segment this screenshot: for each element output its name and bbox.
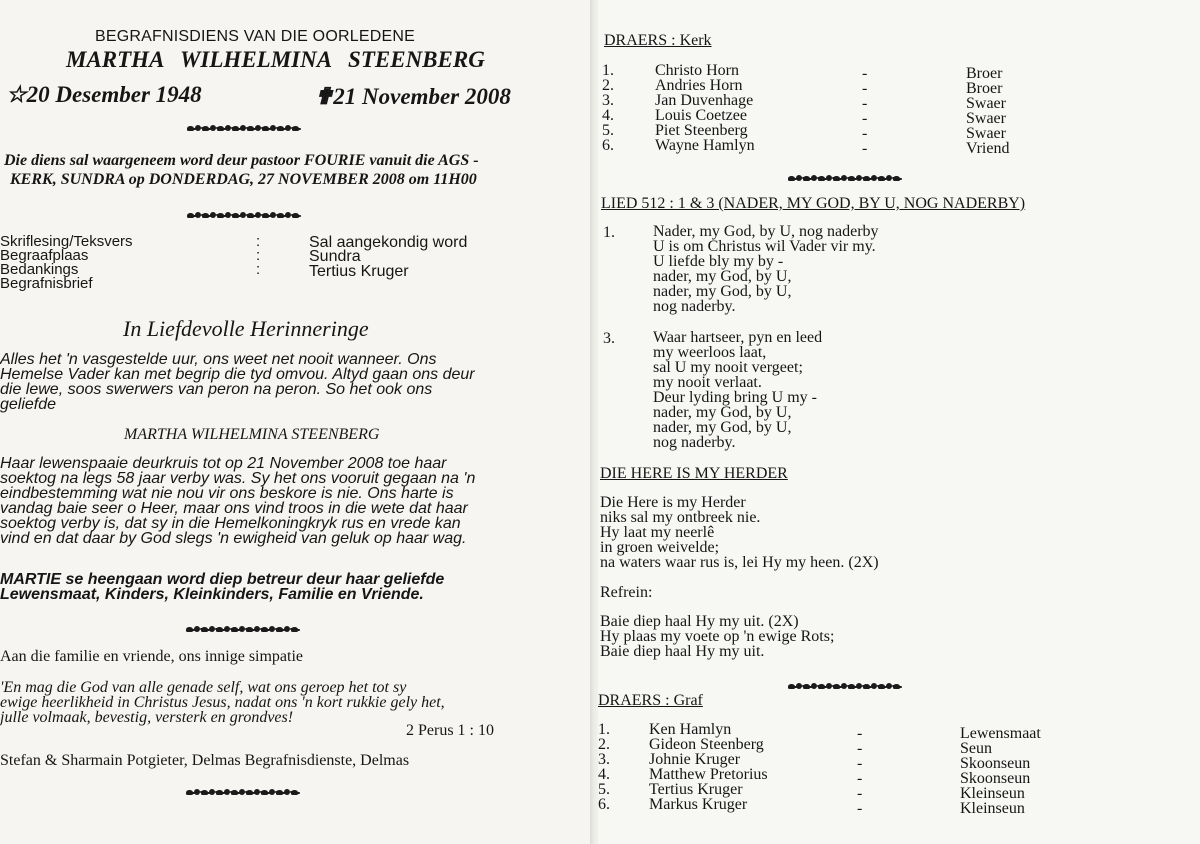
ornament-divider: [186, 623, 298, 635]
bearer-name: Gideon Steenberg: [649, 736, 764, 753]
bearer-relation: Swaer: [966, 125, 1006, 142]
scripture-quote: [0, 680, 445, 725]
church-bearers-names: [655, 63, 755, 153]
bearer-relation: Broer: [966, 80, 1003, 97]
church-bearers-dashes: [862, 66, 867, 156]
service-line: KERK, SUNDRA op DONDERDAG, 27 NOVEMBER 2008 om 11H00: [10, 171, 477, 188]
list-dash: -: [857, 770, 863, 787]
grave-bearers-relations: [960, 726, 1041, 816]
bearer-name: Louis Coetzee: [655, 107, 747, 124]
list-dash: -: [862, 65, 868, 82]
grave-bearers-numbers: [598, 722, 610, 812]
mourning-line: MARTIE se heengaan word diep betreur deur haar geliefde: [0, 571, 445, 588]
program-separators: [256, 235, 260, 277]
birth-date-line: [6, 82, 202, 108]
refrain-line: Hy plaas my voete op 'n ewige Rots;: [600, 628, 835, 645]
hymn-line: Waar hartseer, pyn en leed: [653, 329, 823, 346]
bearer-relation: Vriend: [966, 140, 1010, 157]
hymn-line: my weerloos laat,: [653, 344, 767, 361]
bearer-relation: Kleinseun: [960, 800, 1025, 817]
psalm-text: [600, 495, 879, 570]
bearer-name: Matthew Pretorius: [649, 766, 768, 783]
memorial-name: MARTHA WILHELMINA STEENBERG: [124, 426, 380, 443]
list-dash: -: [857, 800, 863, 817]
journey-line: vind en dat daar by God slegs 'n ewigheid van geluk op haar wag.: [0, 530, 467, 547]
hymn-line: nader, my God, by U,: [653, 283, 792, 300]
ornament-divider: [788, 172, 900, 184]
psalm-line: na waters waar rus is, lei Hy my heen. (2X): [600, 554, 879, 571]
journey-line: vandag baie seer o Heer, maar ons vind troos in die wete dat haar: [0, 500, 468, 517]
list-number: 5.: [598, 781, 610, 798]
right-page: [598, 0, 1200, 844]
program-values: [309, 234, 468, 280]
list-dash: -: [862, 140, 868, 157]
bearer-relation: Lewensmaat: [960, 725, 1041, 742]
list-dash: -: [862, 125, 868, 142]
journey-line: soektog na legs 58 jaar verby was. Sy het ons vooruit gegaan na 'n: [0, 470, 476, 487]
service-heading: BEGRAFNISDIENS VAN DIE OORLEDENE: [95, 28, 415, 45]
program-labels: [0, 235, 133, 291]
cross-icon: ✟: [314, 84, 334, 109]
refrain-text: [600, 614, 834, 659]
bearer-relation: Swaer: [966, 95, 1006, 112]
program-label: Begrafnisbrief: [0, 275, 93, 292]
program-separator: :: [256, 233, 261, 250]
list-number: 4.: [602, 107, 614, 124]
list-number: 6.: [602, 137, 614, 154]
program-value: Sal aangekondig word: [309, 234, 468, 251]
journey-text: [0, 456, 475, 546]
journey-line: eindbestemming wat nie nou vir ons beskore is nie. Ons harte is: [0, 485, 454, 502]
funeral-director: Stefan & Sharmain Potgieter, Delmas Begrafnisdienste, Delmas: [0, 752, 410, 769]
refrain-label: Refrein:: [600, 584, 653, 601]
verse-3-number: 3.: [603, 330, 615, 347]
program-separator: :: [256, 261, 261, 278]
bearer-relation: Kleinseun: [960, 785, 1025, 802]
psalm-title: DIE HERE IS MY HERDER: [600, 465, 788, 482]
list-number: 3.: [602, 92, 614, 109]
bearer-name: Markus Kruger: [649, 796, 748, 813]
bearer-relation: Skoonseun: [960, 755, 1031, 772]
bearer-name: Wayne Hamlyn: [655, 137, 755, 154]
refrain-line: Baie diep haal Hy my uit. (2X): [600, 613, 799, 630]
psalm-line: in groen weivelde;: [600, 539, 720, 556]
hymn-line: nog naderby.: [653, 434, 736, 451]
list-dash: -: [857, 755, 863, 772]
list-dash: -: [862, 80, 868, 97]
hymn-line: my nooit verlaat.: [653, 374, 762, 391]
bearer-name: Ken Hamlyn: [649, 721, 732, 738]
hymn-verse-1: [653, 224, 879, 314]
program-value: Sundra: [309, 248, 361, 265]
sympathy-text: Aan die familie en vriende, ons innige simpatie: [0, 648, 304, 665]
hymn-verse-3: [653, 330, 822, 450]
program-label: Skriflesing/Teksvers: [0, 233, 133, 250]
journey-line: soektog verby is, dat sy in die Hemelkoningkryk rus en vrede kan: [0, 515, 461, 532]
birth-date: 20 Desember 1948: [26, 82, 202, 107]
bearer-relation: Seun: [960, 740, 992, 757]
scripture-line: ewige heerlikheid in Christus Jesus, nadat ons 'n kort rukkie gely het,: [0, 694, 445, 711]
bearer-relation: Skoonseun: [960, 770, 1031, 787]
grave-bearers-dashes: [857, 726, 862, 816]
scripture-line: julle volmaak, bevestig, versterk en grondves!: [0, 709, 294, 726]
bearer-name: Andries Horn: [655, 77, 743, 94]
deceased-name: MARTHA WILHELMINA STEENBERG: [66, 47, 485, 72]
service-details: [4, 151, 479, 189]
hymn-line: nader, my God, by U,: [653, 404, 792, 421]
mourning-text: [0, 572, 444, 602]
verse-1-number: 1.: [603, 224, 615, 241]
list-number: 2.: [598, 736, 610, 753]
church-bearers-title: DRAERS : Kerk: [604, 32, 712, 49]
hymn-line: nader, my God, by U,: [653, 268, 792, 285]
list-number: 1.: [602, 62, 614, 79]
left-page: [0, 0, 590, 844]
list-number: 1.: [598, 721, 610, 738]
list-dash: -: [857, 725, 863, 742]
hymn-line: nader, my God, by U,: [653, 419, 792, 436]
death-date-line: [314, 84, 511, 110]
memorial-line: Alles het 'n vasgestelde uur, ons weet net nooit wanneer. Ons: [0, 351, 437, 368]
hymn-line: U is om Christus wil Vader vir my.: [653, 238, 876, 255]
psalm-line: Hy laat my neerlê: [600, 524, 715, 541]
hymn-line: nog naderby.: [653, 298, 736, 315]
list-number: 5.: [602, 122, 614, 139]
list-dash: -: [862, 110, 868, 127]
psalm-line: Die Here is my Herder: [600, 494, 746, 511]
journey-line: Haar lewenspaaie deurkruis tot op 21 November 2008 toe haar: [0, 455, 447, 472]
memorial-line: Hemelse Vader kan met begrip die tyd omvou. Altyd gaan ons deur: [0, 366, 475, 383]
ornament-divider: [187, 209, 299, 221]
scripture-reference: 2 Perus 1 : 10: [406, 722, 494, 739]
psalm-line: niks sal my ontbreek nie.: [600, 509, 761, 526]
program-label: Begraafplaas: [0, 247, 89, 264]
bearer-relation: Swaer: [966, 110, 1006, 127]
scripture-line: 'En mag die God van alle genade self, wat ons geroep het tot sy: [0, 679, 407, 696]
program-value: Tertius Kruger: [309, 263, 409, 280]
hymn-title: LIED 512 : 1 & 3 (NADER, MY GOD, BY U, NOG NADERBY): [601, 195, 1026, 212]
bearer-name: Jan Duvenhage: [655, 92, 754, 109]
hymn-line: sal U my nooit vergeet;: [653, 359, 803, 376]
hymn-line: Deur lyding bring U my -: [653, 389, 817, 406]
list-number: 4.: [598, 766, 610, 783]
list-number: 2.: [602, 77, 614, 94]
bearer-name: Piet Steenberg: [655, 122, 748, 139]
grave-bearers-title: DRAERS : Graf: [598, 692, 703, 709]
bearer-name: Christo Horn: [655, 62, 739, 79]
list-dash: -: [857, 740, 863, 757]
service-line: Die diens sal waargeneem word deur pastoor FOURIE vanuit die AGS -: [4, 152, 479, 169]
list-number: 6.: [598, 796, 610, 813]
bearer-relation: Broer: [966, 65, 1003, 82]
memorial-line: geliefde: [0, 396, 57, 413]
church-bearers-numbers: [602, 63, 614, 153]
memorial-line: die lewe, soos swerwers van peron na peron. So het ook ons: [0, 381, 433, 398]
memorial-title: In Liefdevolle Herinneringe: [123, 316, 369, 341]
grave-bearers-names: [649, 722, 768, 812]
ornament-divider: [187, 122, 299, 134]
mourning-line: Lewensmaat, Kinders, Kleinkinders, Familie en Vriende.: [0, 586, 424, 603]
hymn-line: U liefde bly my by -: [653, 253, 784, 270]
ornament-divider: [186, 786, 298, 798]
list-dash: -: [857, 785, 863, 802]
ornament-divider: [788, 680, 900, 692]
list-number: 3.: [598, 751, 610, 768]
program-separator: :: [256, 247, 261, 264]
hymn-line: Nader, my God, by U, nog naderby: [653, 223, 879, 240]
church-bearers-relations: [966, 66, 1009, 156]
program-label: Bedankings: [0, 261, 79, 278]
refrain-line: Baie diep haal Hy my uit.: [600, 643, 765, 660]
death-date: 21 November 2008: [333, 84, 511, 109]
star-icon: ☆: [6, 82, 27, 107]
memorial-text: [0, 352, 475, 412]
bearer-name: Johnie Kruger: [649, 751, 741, 768]
page-fold: [590, 0, 598, 844]
list-dash: -: [862, 95, 868, 112]
bearer-name: Tertius Kruger: [649, 781, 743, 798]
